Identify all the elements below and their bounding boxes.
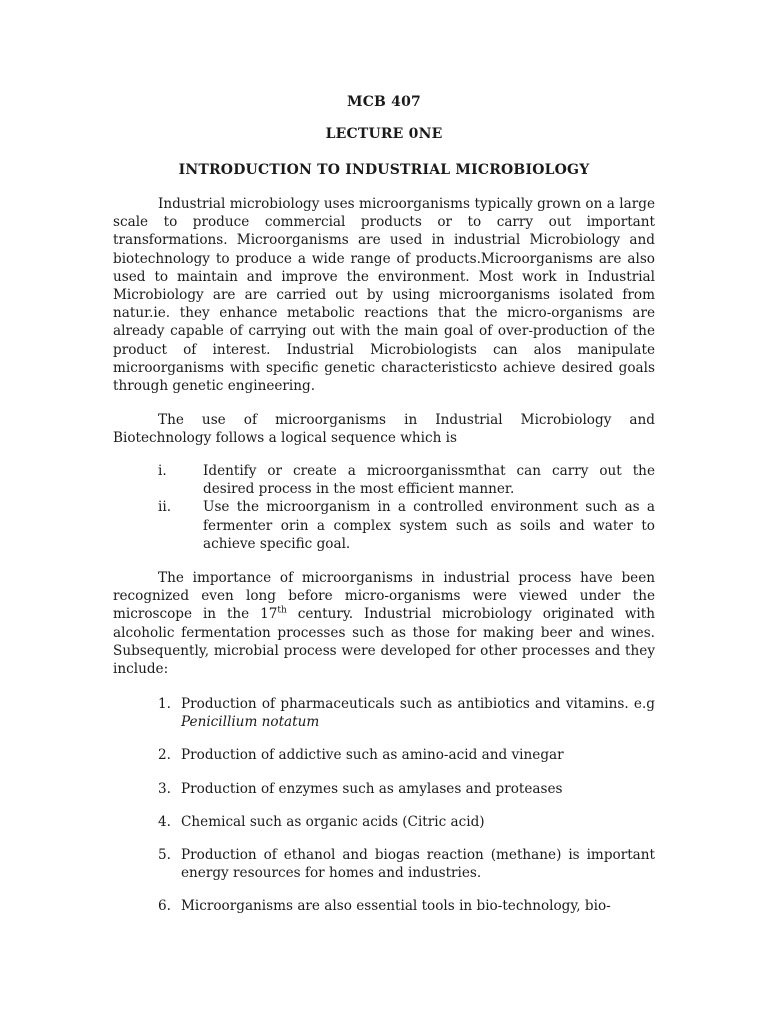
importance-text-start: The importance of microorganisms in industrial process have been recognized even long before micro-organisms were viewed under the microscope in the 17 <box>113 570 655 623</box>
list-item-text: Identify or create a microorganissmthat can carry out the desired process in the most efficient manner. <box>203 463 655 498</box>
list-item-text: Production of enzymes such as amylases and proteases <box>181 780 563 797</box>
list-marker: 4. <box>158 813 171 830</box>
lecture-number: LECTURE 0NE <box>325 126 443 142</box>
list-item <box>113 813 655 831</box>
list-marker: 2. <box>158 747 171 764</box>
list-marker: ii. <box>158 499 172 516</box>
sequence-intro-paragraph: The use of microorganisms in Industrial Microbiology and Biotechnology follows a logical sequence which is <box>113 412 655 447</box>
list-item <box>113 462 655 498</box>
sequence-list <box>113 462 655 553</box>
list-item <box>113 780 655 798</box>
list-item-text: Microorganisms are also essential tools in bio-technology, bio- <box>181 898 611 915</box>
list-marker: i. <box>158 463 167 479</box>
list-item <box>113 897 655 915</box>
list-item-text: Production of addictive such as amino-acid and vinegar <box>181 747 564 764</box>
importance-paragraph <box>113 569 655 678</box>
list-item <box>113 746 655 764</box>
list-item-text: Chemical such as organic acids (Citric acid) <box>181 813 485 830</box>
list-marker: 1. <box>158 696 171 712</box>
species-name: Penicillium notatum <box>181 714 320 731</box>
superscript-th: th <box>277 605 287 616</box>
list-marker: 5. <box>158 847 171 864</box>
list-marker: 6. <box>158 898 171 915</box>
list-item <box>113 695 655 731</box>
list-item-text: Production of pharmaceuticals such as antibiotics and vitamins. e.g <box>181 696 655 712</box>
list-marker: 3. <box>158 780 171 797</box>
list-item-text: Use the microorganism in a controlled environment such as a fermenter orin a complex system such as soils and water to achieve specific goal. <box>203 499 655 552</box>
process-list <box>113 695 655 916</box>
list-item-text: Production of ethanol and biogas reaction (methane) is important energy resources for homes and industries. <box>181 847 655 882</box>
list-item <box>113 498 655 553</box>
importance-text-end: century. Industrial microbiology originated with alcoholic fermentation processes such as those for making beer and wines. Subsequently, microbial process were developed for other processes and they include: <box>113 606 656 678</box>
list-item <box>113 846 655 882</box>
page-title: INTRODUCTION TO INDUSTRIAL MICROBIOLOGY <box>178 162 590 178</box>
course-code: MCB 407 <box>347 94 421 110</box>
intro-paragraph: Industrial microbiology uses microorganisms typically grown on a large scale to produce commercial products or to carry out important transformations. Microorganisms are used in industrial Microbiology and biotechnology to produce a wide range of products.Microorganisms are also used to maintain and improve the environment. Most work in Industrial Microbiology are are carried out by using microorganisms isolated from natur.ie. they enhance metabolic reactions that the micro-organisms are already capable of carrying out with the main goal of over-production of the product of interest. Industrial Microbiologists can alos manipulate microorganisms with specific genetic characteristicsto achieve desired goals through genetic engineering. <box>113 196 655 395</box>
